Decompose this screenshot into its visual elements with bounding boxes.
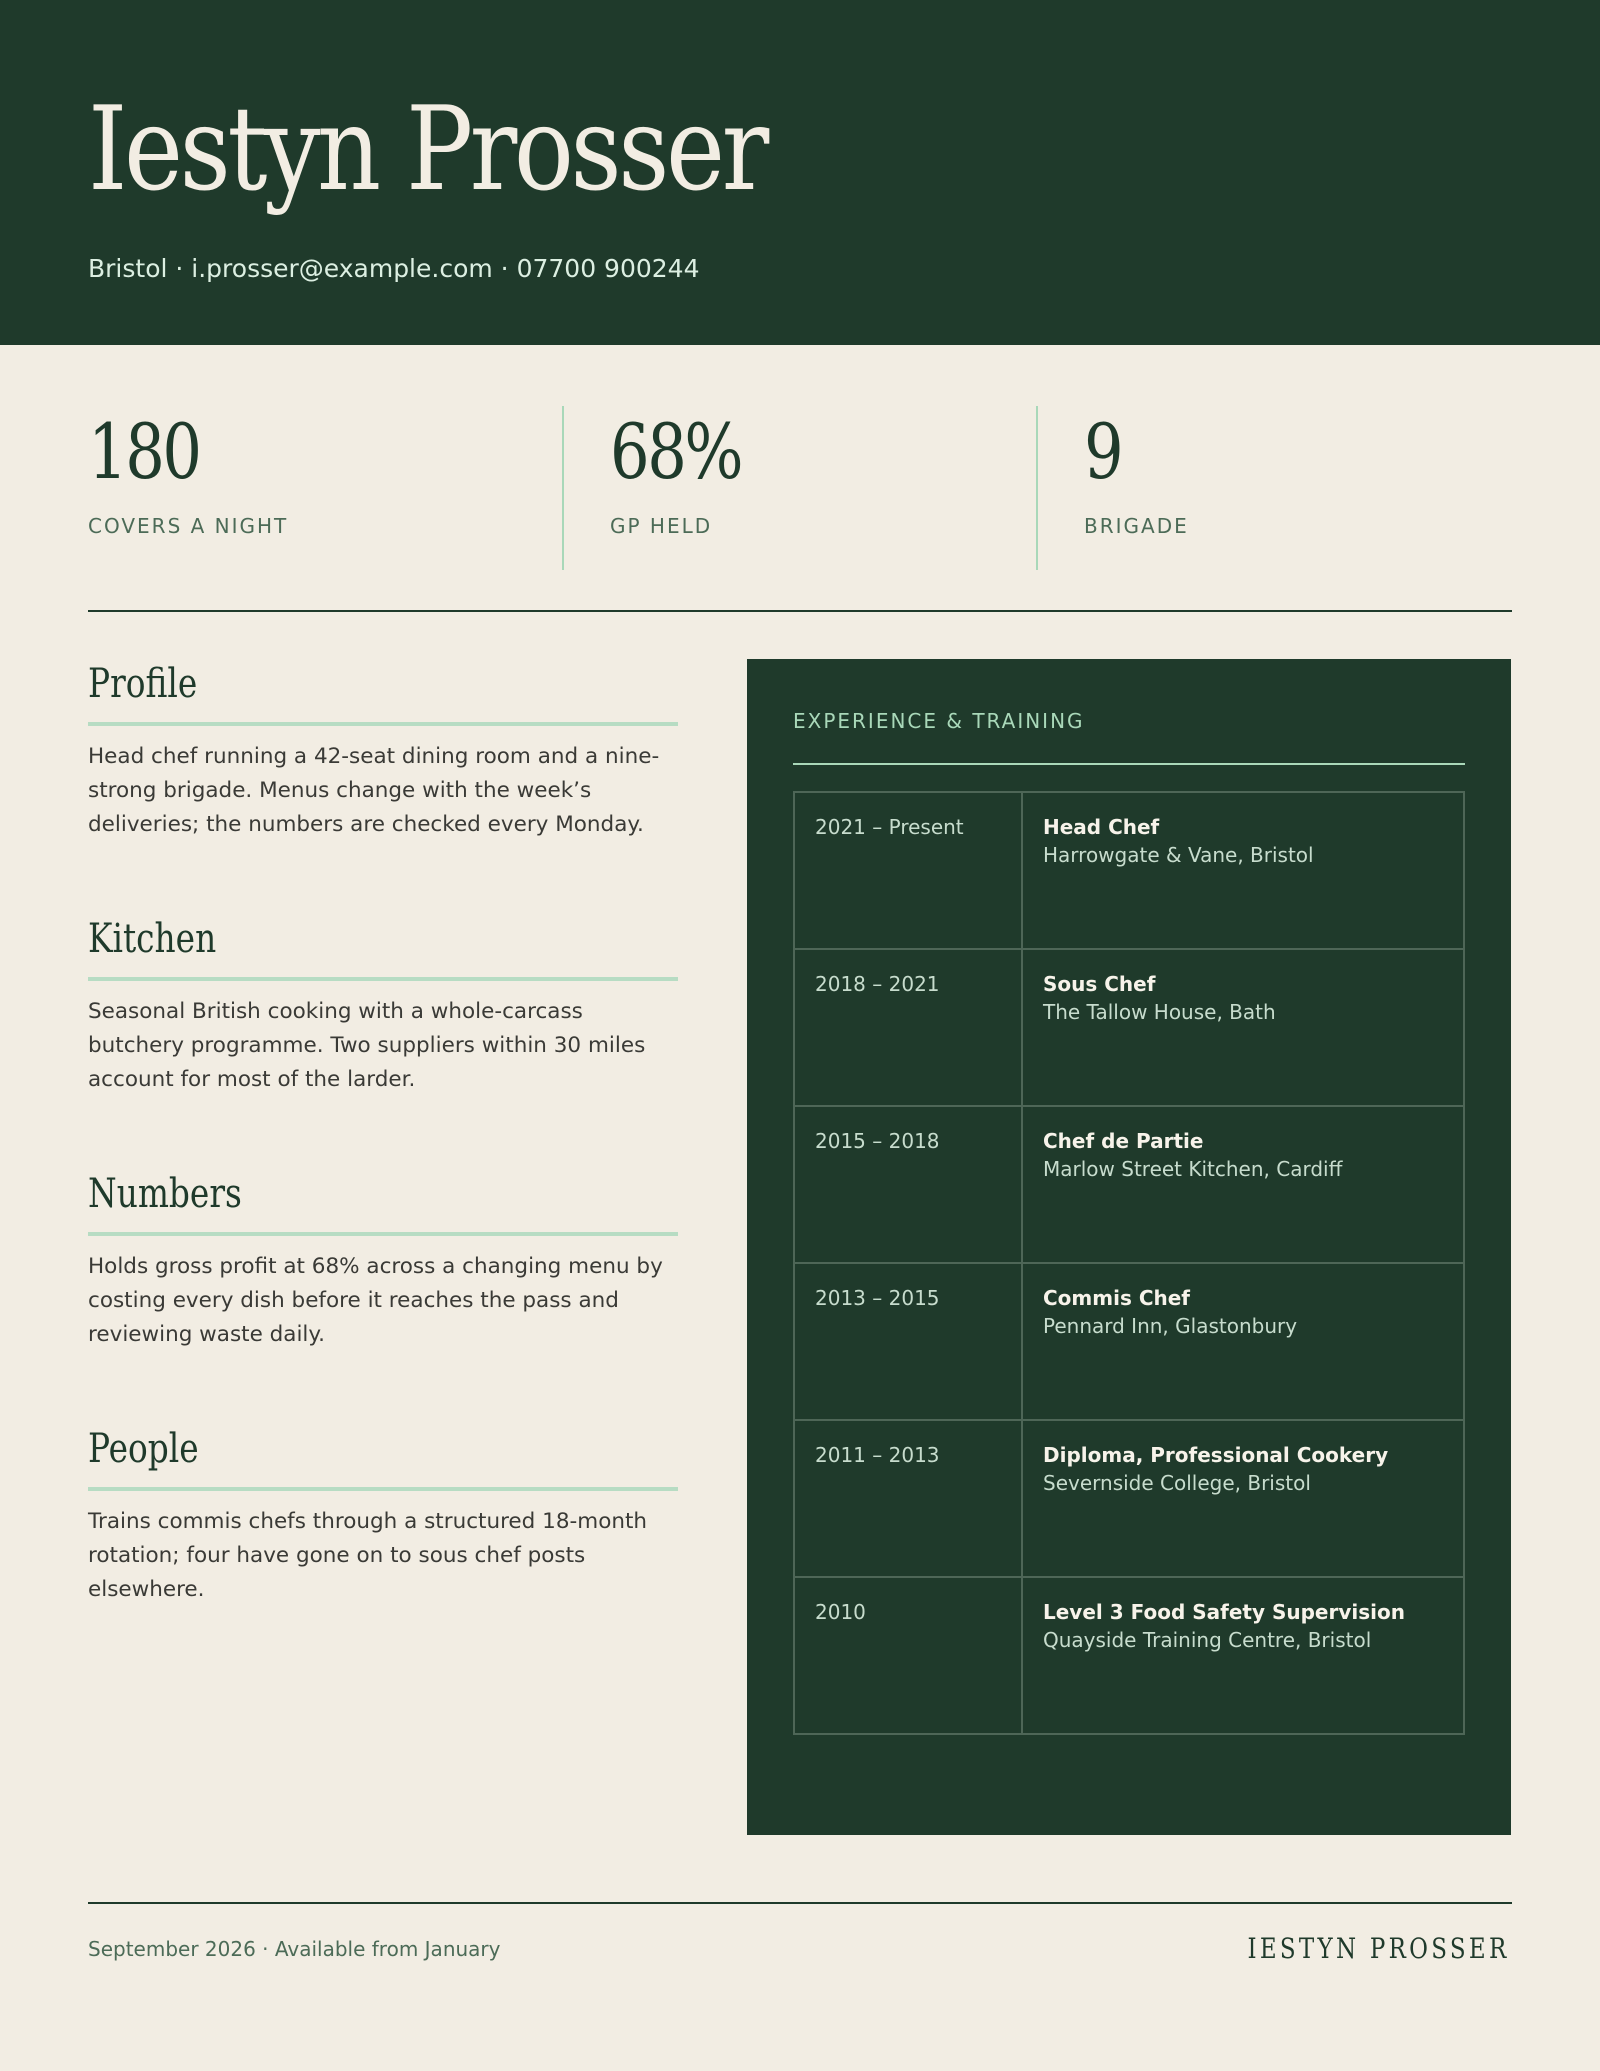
section-body: Head chef running a 42-seat dining room and a nine-strong brigade. Menus change with the week’s deliveries; the numbers are checked every Monday. xyxy=(88,744,660,837)
row-place: Pennard Inn, Glastonbury xyxy=(1043,1314,1298,1338)
table-row xyxy=(795,950,1463,1107)
experience-rule xyxy=(793,763,1465,765)
row-dates: 2015 – 2018 xyxy=(795,1107,1023,1262)
row-dates: 2018 – 2021 xyxy=(795,950,1023,1105)
row-role: Head Chef xyxy=(1043,815,1160,839)
section-body: Seasonal British cooking with a whole-carcass butchery programme. Two suppliers within 30 miles account for most of the larder. xyxy=(88,999,646,1092)
section-underline xyxy=(88,722,678,726)
row-place: Severnside College, Bristol xyxy=(1043,1471,1311,1495)
row-place: Quayside Training Centre, Bristol xyxy=(1043,1628,1372,1652)
row-role: Sous Chef xyxy=(1043,972,1156,996)
section-title: Numbers xyxy=(88,1171,242,1217)
row-role: Diploma, Professional Cookery xyxy=(1043,1443,1389,1467)
divider-rule xyxy=(88,610,1512,612)
table-row xyxy=(795,1578,1463,1733)
candidate-name: Iestyn Prosser xyxy=(88,82,766,217)
stat-label: GP HELD xyxy=(610,514,713,538)
section-title: Kitchen xyxy=(88,916,217,962)
section-underline xyxy=(88,1232,678,1236)
row-dates: 2011 – 2013 xyxy=(795,1421,1023,1576)
row-role: Level 3 Food Safety Supervision xyxy=(1043,1600,1405,1624)
row-dates: 2010 xyxy=(795,1578,1023,1733)
row-dates: 2013 – 2015 xyxy=(795,1264,1023,1419)
footer-rule xyxy=(88,1902,1512,1904)
table-row xyxy=(795,1421,1463,1578)
row-info xyxy=(1023,1421,1388,1576)
table-row xyxy=(795,1107,1463,1264)
experience-table xyxy=(793,791,1465,1735)
row-info xyxy=(1023,1264,1297,1419)
row-info xyxy=(1023,1107,1342,1262)
stat-divider xyxy=(562,406,564,570)
footer-availability: September 2026 · Available from January xyxy=(88,1937,501,1961)
row-place: The Tallow House, Bath xyxy=(1043,1000,1276,1024)
row-dates: 2021 – Present xyxy=(795,793,1023,948)
contact-line: Bristol · i.prosser@example.com · 07700 900244 xyxy=(88,254,700,283)
table-row xyxy=(795,1264,1463,1421)
section-kitchen xyxy=(88,916,678,1097)
stat-label: COVERS A NIGHT xyxy=(88,514,289,538)
stat-value: 180 xyxy=(88,407,200,496)
experience-heading: EXPERIENCE & TRAINING xyxy=(793,709,1085,733)
row-info xyxy=(1023,793,1314,948)
row-place: Marlow Street Kitchen, Cardiff xyxy=(1043,1157,1343,1181)
footer-name: IESTYN PROSSER xyxy=(1247,1932,1510,1965)
row-place: Harrowgate & Vane, Bristol xyxy=(1043,843,1314,867)
section-body: Holds gross profit at 68% across a changing menu by costing every dish before it reaches the pass and reviewing waste daily. xyxy=(88,1254,663,1347)
row-role: Commis Chef xyxy=(1043,1286,1191,1310)
row-role: Chef de Partie xyxy=(1043,1129,1204,1153)
section-title: Profile xyxy=(88,661,198,707)
stat-value: 9 xyxy=(1084,407,1122,496)
stat-covers xyxy=(88,406,288,570)
table-row xyxy=(795,793,1463,950)
section-underline xyxy=(88,977,678,981)
experience-panel xyxy=(747,659,1511,1835)
section-people xyxy=(88,1426,678,1607)
section-title: People xyxy=(88,1426,199,1472)
stat-label: BRIGADE xyxy=(1084,514,1189,538)
header-banner xyxy=(0,0,1600,345)
stat-value: 68% xyxy=(610,407,742,496)
row-info xyxy=(1023,950,1276,1105)
stat-brigade xyxy=(1084,406,1189,570)
section-underline xyxy=(88,1487,678,1491)
stat-divider xyxy=(1036,406,1038,570)
section-profile xyxy=(88,661,678,842)
section-body: Trains commis chefs through a structured 18-month rotation; four have gone on to sous chef posts elsewhere. xyxy=(88,1509,648,1602)
section-numbers xyxy=(88,1171,678,1352)
stat-gp xyxy=(610,406,770,570)
row-info xyxy=(1023,1578,1405,1733)
